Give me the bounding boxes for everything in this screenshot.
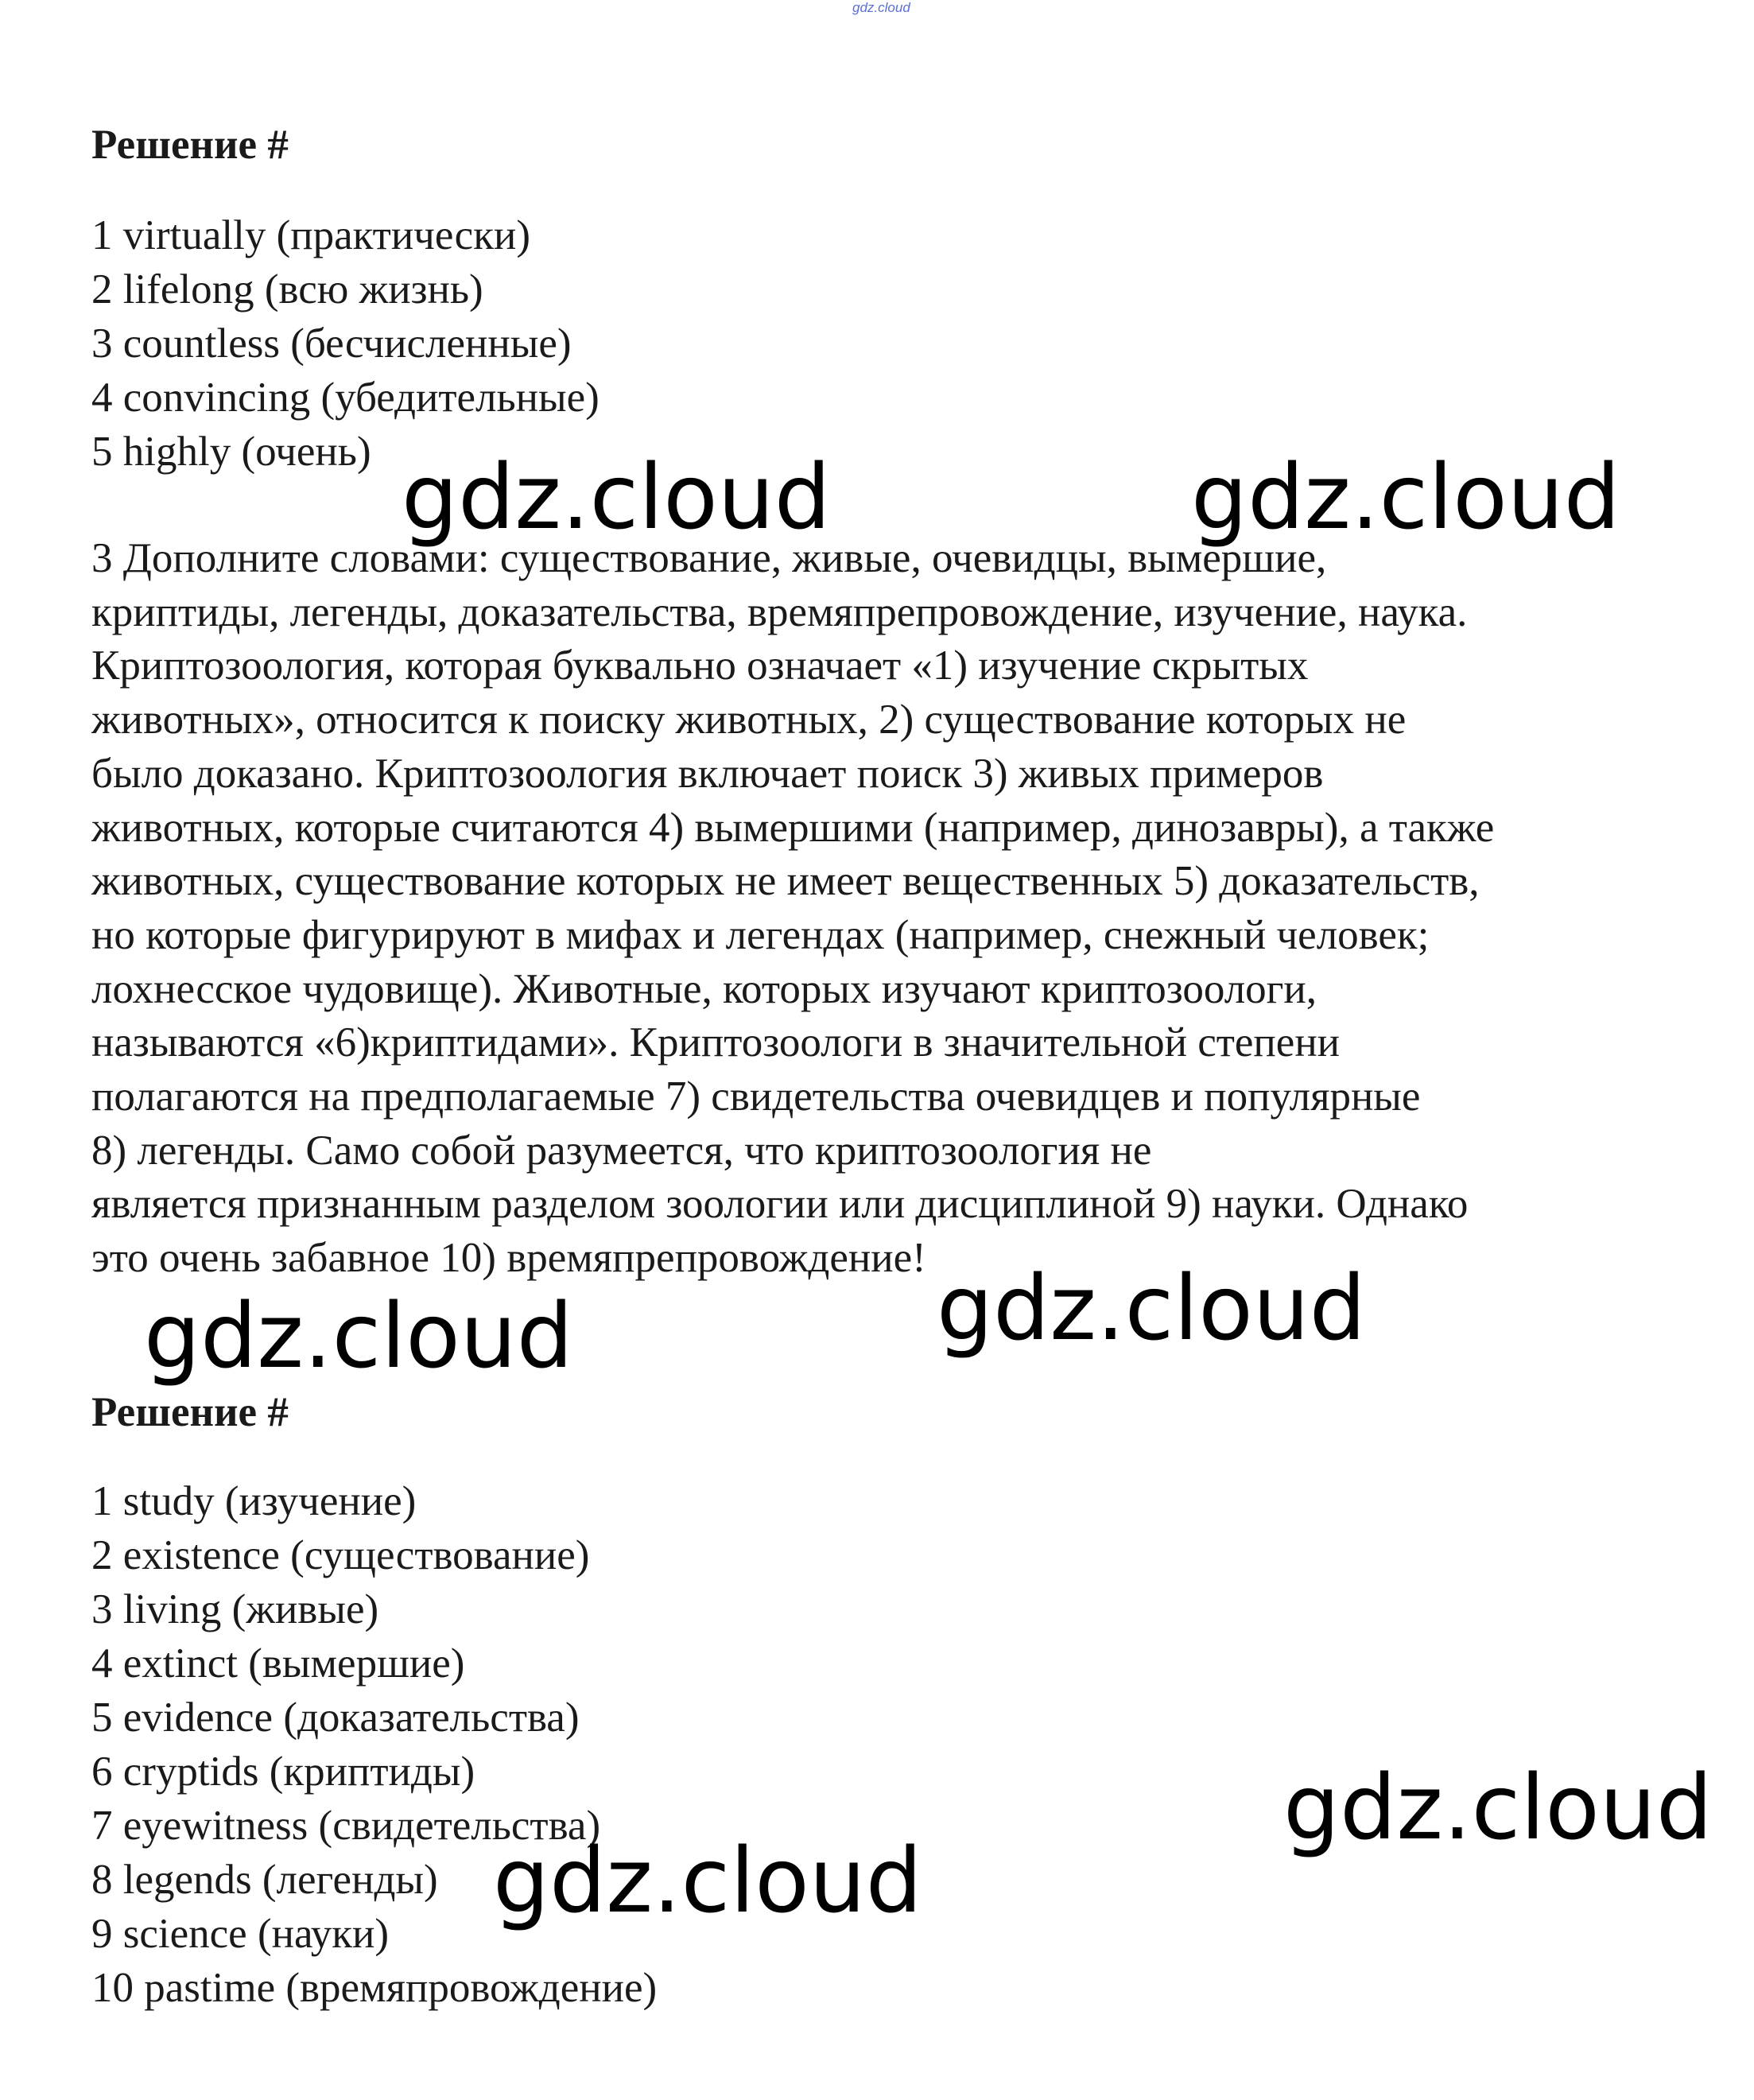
paragraph-line: животных», относится к поиску животных, 2) существование которых не [91, 697, 1407, 743]
list-item: 1 study (изучение) [91, 1478, 417, 1524]
list-item: 2 lifelong (всю жизнь) [91, 266, 483, 312]
answer-list-2 [91, 1474, 1682, 2015]
watermark: gdz.cloud [1191, 446, 1620, 549]
paragraph-line: криптиды, легенды, доказательства, времяпрепровождение, изучение, наука. [91, 588, 1468, 635]
list-item: 5 highly (очень) [91, 429, 371, 475]
list-item: 3 living (живые) [91, 1586, 379, 1632]
paragraph-line: животных, которые считаются 4) вымершими (например, динозавры), а также [91, 804, 1495, 851]
task-paragraph [91, 532, 1682, 1286]
paragraph-line: но которые фигурируют в мифах и легендах (например, снежный человек; [91, 911, 1430, 958]
solution-section-2 [91, 1385, 1682, 1439]
solution-heading-2: Решение # [91, 1389, 289, 1435]
paragraph-line: это очень забавное 10) времяпрепровождение! [91, 1235, 926, 1282]
list-item: 10 pastime (времяпровождение) [91, 1965, 658, 2011]
paragraph-line: 8) легенды. Само собой разумеется, что криптозоология не [91, 1127, 1152, 1174]
list-item: 7 eyewitness (свидетельства) [91, 1803, 601, 1849]
paragraph-line: животных, существование которых не имеет вещественных 5) доказательств, [91, 858, 1480, 905]
paragraph-line: называются «6)криптидами». Криптозоологи в значительной степени [91, 1019, 1341, 1066]
list-item: 4 extinct (вымершие) [91, 1640, 465, 1687]
list-item: 5 evidence (доказательства) [91, 1694, 580, 1741]
list-item: 1 virtually (практически) [91, 212, 530, 258]
paragraph-line: было доказано. Криптозоология включает поиск 3) живых примеров [91, 750, 1324, 797]
watermark: gdz.cloud [493, 1830, 922, 1933]
paragraph-line: 3 Дополните словами: существование, живые, очевидцы, вымершие, [91, 535, 1327, 581]
watermark: gdz.cloud [144, 1285, 573, 1388]
paragraph-line: Криптозоология, которая буквально означает «1) изучение скрытых [91, 642, 1309, 689]
solution-heading-1: Решение # [91, 122, 289, 168]
watermark: gdz.cloud [937, 1257, 1366, 1361]
top-watermark: gdz.cloud [852, 0, 910, 15]
list-item: 9 science (науки) [91, 1911, 390, 1957]
list-item: 6 cryptids (криптиды) [91, 1749, 475, 1795]
paragraph-line: является признанным разделом зоологии или дисциплиной 9) науки. Однако [91, 1181, 1469, 1228]
paragraph-line: полагаются на предполагаемые 7) свидетельства очевидцев и популярные [91, 1073, 1421, 1120]
list-item: 3 countless (бесчисленные) [91, 320, 572, 367]
solution-section-1 [91, 118, 1682, 172]
watermark: gdz.cloud [402, 446, 831, 549]
list-item: 4 convincing (убедительные) [91, 375, 600, 421]
watermark: gdz.cloud [1283, 1756, 1713, 1860]
paragraph-line: лохнесское чудовище). Животные, которых изучают криптозоологи, [91, 965, 1317, 1012]
list-item: 8 legends (легенды) [91, 1857, 438, 1903]
answer-list-1 [91, 208, 1682, 479]
list-item: 2 existence (существование) [91, 1532, 590, 1578]
